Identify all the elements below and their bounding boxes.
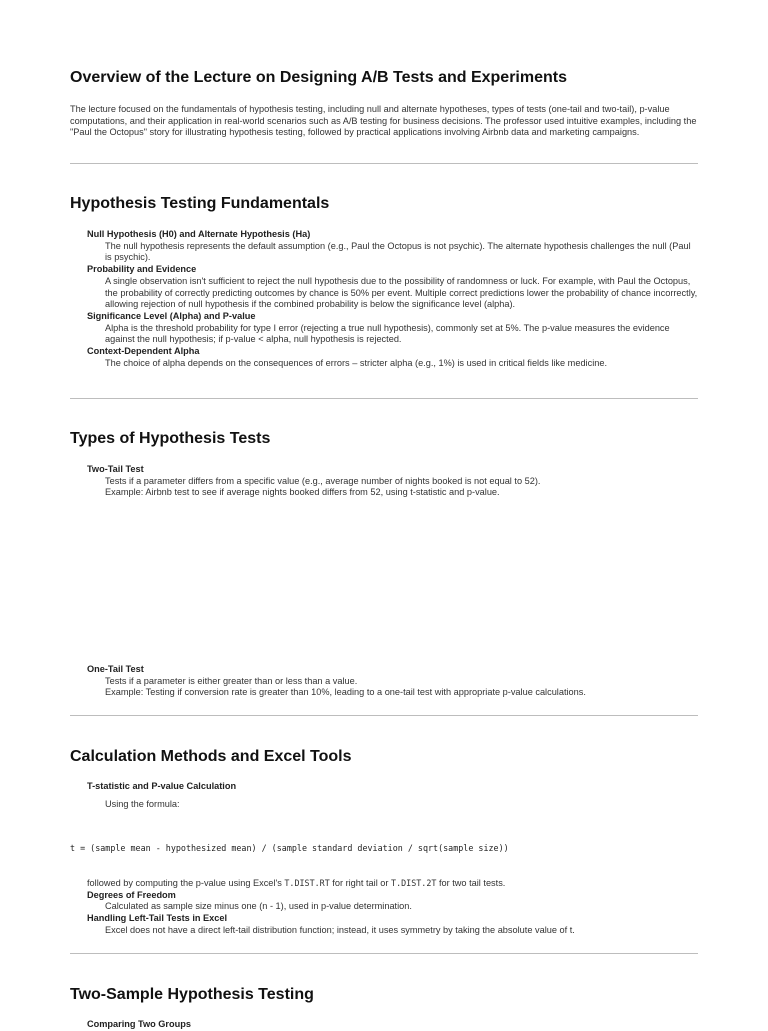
followup-text-part: for two tail tests. xyxy=(436,878,506,888)
term: Degrees of Freedom xyxy=(87,889,176,900)
term: Two-Tail Test xyxy=(87,464,144,474)
section-divider xyxy=(70,715,698,716)
definition-list xyxy=(87,1019,698,1031)
section-divider xyxy=(70,953,698,954)
section-heading: Types of Hypothesis Tests xyxy=(70,430,271,447)
definition: Using the formula: xyxy=(105,798,180,809)
excel-function-name: T.DIST.RT xyxy=(284,878,330,888)
followup-text-part: followed by computing the p-value using Excel's xyxy=(87,878,285,888)
section-divider xyxy=(70,398,698,399)
section-heading: Hypothesis Testing Fundamentals xyxy=(70,195,330,212)
section-heading: Calculation Methods and Excel Tools xyxy=(70,748,352,765)
term: Null Hypothesis (H0) and Alternate Hypothesis (Ha) xyxy=(87,229,311,239)
definition-list xyxy=(87,664,698,699)
definition: The null hypothesis represents the default assumption (e.g., Paul the Octopus is not psychic). The alternate hypothesis challenges the null (Paul is psychic). xyxy=(105,240,691,263)
excel-function-name: T.DIST.2T xyxy=(391,878,437,888)
section-divider xyxy=(70,163,698,164)
definition: Tests if a parameter is either greater than or less than a value. xyxy=(105,675,358,686)
term: Context-Dependent Alpha xyxy=(87,346,200,357)
term: T-statistic and P-value Calculation xyxy=(87,781,237,791)
definition-list xyxy=(87,878,698,937)
term: Handling Left-Tail Tests in Excel xyxy=(87,913,228,924)
term: Comparing Two Groups xyxy=(87,1019,191,1029)
definition: Example: Testing if conversion rate is greater than 10%, leading to a one-tail test with appropriate p-value calculations. xyxy=(105,687,586,698)
term: Significance Level (Alpha) and P-value xyxy=(87,310,256,321)
term: One-Tail Test xyxy=(87,664,144,674)
followup-text-part: for right tail or xyxy=(329,878,392,888)
formula-code-block: t = (sample mean - hypothesized mean) / (sample standard deviation / sqrt(sample size)) xyxy=(70,843,509,853)
definition-list xyxy=(87,464,698,499)
definition: Calculated as sample size minus one (n - 1), used in p-value determination. xyxy=(105,901,412,912)
definition-list xyxy=(87,229,698,369)
definition: The choice of alpha depends on the consequences of errors – stricter alpha (e.g., 1%) is used in critical fields like medicine. xyxy=(105,357,608,368)
definition: Tests if a parameter differs from a specific value (e.g., average number of nights booked is not equal to 52). xyxy=(105,475,541,486)
term: Probability and Evidence xyxy=(87,264,197,275)
definition: Alpha is the threshold probability for type I error (rejecting a true null hypothesis), commonly set at 5%. The p-value measures the evidence against the null hypothesis; if p-value < alpha, null hypothesis is rejected. xyxy=(105,322,670,345)
definition-list xyxy=(87,781,698,810)
definition: Excel does not have a direct left-tail distribution function; instead, it uses symmetry by taking the absolute value of t. xyxy=(105,924,575,935)
followup-text xyxy=(87,878,698,890)
section-heading: Two-Sample Hypothesis Testing xyxy=(70,986,314,1003)
definition: A single observation isn't sufficient to reject the null hypothesis due to the possibility of randomness or luck. For example, with Paul the Octopus, the probability of correctly predicting outcomes by chance is 50% per event. Multiple correct predictions lower the probability of chance incorrectly, allowing rejection of null hypothesis if the combined probability is below the significance level (alpha). xyxy=(105,275,698,310)
intro-paragraph: The lecture focused on the fundamentals of hypothesis testing, including null and alternate hypotheses, types of tests (one-tail and two-tail), p-value computations, and their application in real-world scenarios such as A/B testing for business decisions. The professor used intuitive examples, including the "Paul the Octopus" story for illustrating hypothesis testing, followed by practical applications involving Airbnb data and marketing campaigns. xyxy=(70,104,697,138)
definition: Example: Airbnb test to see if average nights booked differs from 52, using t-statistic and p-value. xyxy=(105,487,500,498)
document-title: Overview of the Lecture on Designing A/B Tests and Experiments xyxy=(70,69,567,86)
